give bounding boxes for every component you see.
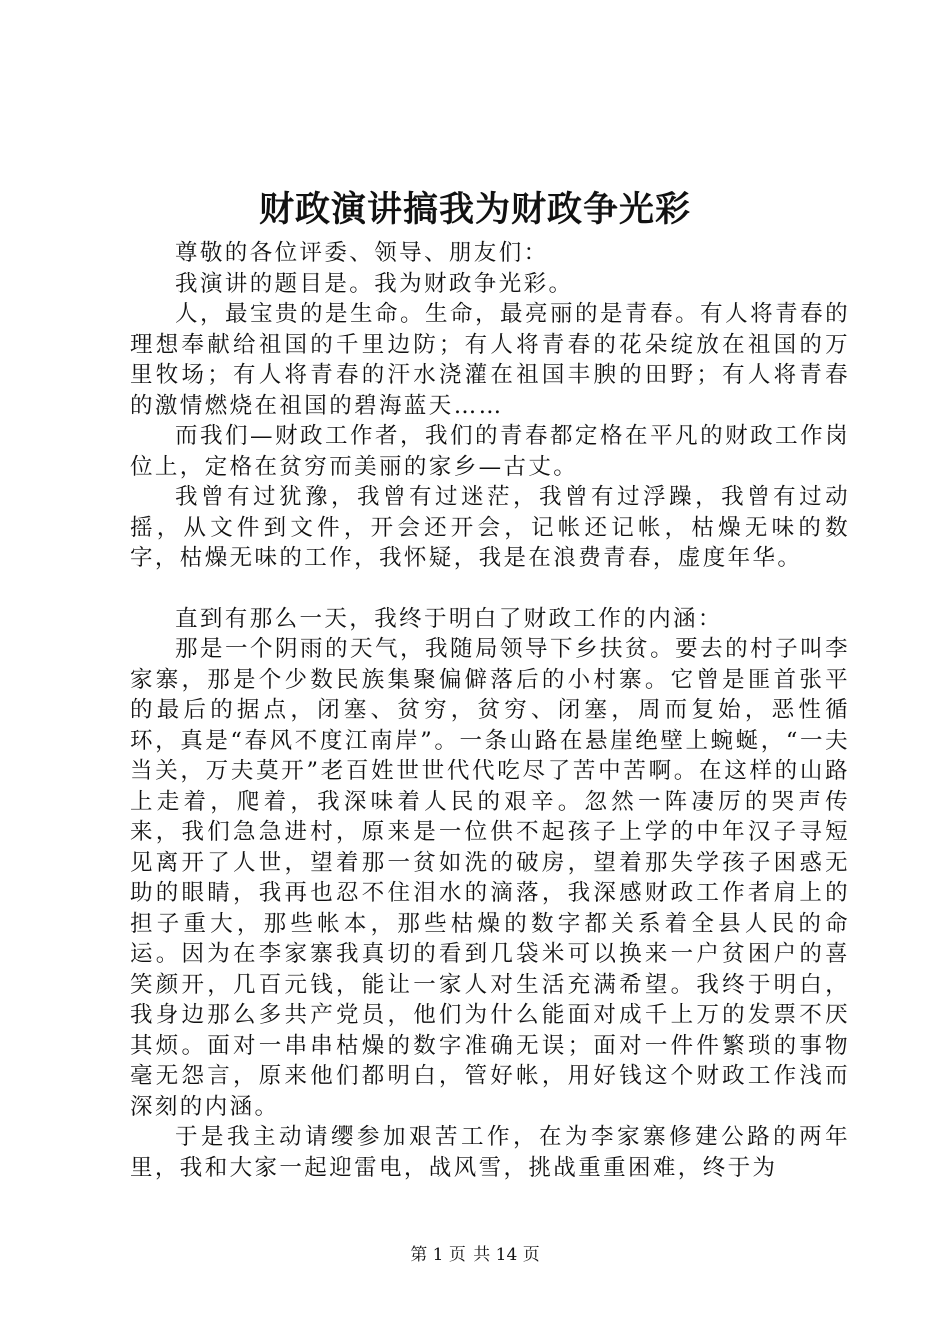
paragraph-youth: 人，最宝贵的是生命。生命，最亮丽的是青春。有人将青春的理想奉献给祖国的千里边防；有人将青春的花朵绽放在祖国的万里牧场；有人将青春的汗水浇灌在祖国丰腴的田野；有人将青春的激情燃烧在祖国的碧海蓝天…… [130, 301, 850, 419]
document-body [130, 238, 850, 1183]
page-number: 第 1 页 [410, 1245, 466, 1265]
paragraph-finance-workers: 而我们—财政工作者，我们的青春都定格在平凡的财政工作岗位上，定格在贫穷而美丽的家乡—古丈。 [130, 423, 850, 480]
paragraph-topic: 我演讲的题目是。我为财政争光彩。 [175, 270, 574, 297]
page-footer [0, 1244, 950, 1266]
page-total: 共 14 页 [473, 1245, 540, 1265]
document-title: 财政演讲搞我为财政争光彩 [258, 189, 691, 230]
paragraph-village-story: 那是一个阴雨的天气，我随局领导下乡扶贫。要去的村子叫李家寨，那是个少数民族集聚偏僻落后的小村寨。它曾是匪首张平的最后的据点，闭塞、贫穷，贫穷、闭塞，周而复始，恶性循环，真是“春风不度江南岸”。一条山路在悬崖绝壁上蜿蜒，“一夫当关，万夫莫开”老百姓世世代代吃尽了苦中苦啊。在这样的山路上走着，爬着，我深味着人民的艰辛。忽然一阵凄厉的哭声传来，我们急急进村，原来是一位供不起孩子上学的中年汉子寻短见离开了人世，望着那一贫如洗的破房，望着那失学孩子困惑无助的眼睛，我再也忍不住泪水的滴落，我深感财政工作者肩上的担子重大，那些帐本，那些枯燥的数字都关系着全县人民的命运。因为在李家寨我真切的看到几袋米可以换来一户贫困户的喜笑颜开，几百元钱，能让一家人对生活充满希望。我终于明白，我身边那么多共产党员，他们为什么能面对成千上万的发票不厌其烦。面对一串串枯燥的数字准确无误；面对一件件繁琐的事物毫无怨言，原来他们都明白，管好帐，用好钱这个财政工作浅而深刻的内涵。 [130, 636, 850, 1120]
paragraph-realization: 直到有那么一天，我终于明白了财政工作的内涵： [175, 605, 723, 632]
paragraph-salutation: 尊敬的各位评委、领导、朋友们： [175, 240, 549, 266]
paragraph-volunteer: 于是我主动请缨参加艰苦工作，在为李家寨修建公路的两年里，我和大家一起迎雷电，战风雪，挑战重重困难，终于为 [130, 1124, 850, 1181]
paragraph-hesitation: 我曾有过犹豫，我曾有过迷茫，我曾有过浮躁，我曾有过动摇，从文件到文件，开会还开会，记帐还记帐，枯燥无味的数字，枯燥无味的工作，我怀疑，我是在浪费青春，虚度年华。 [130, 484, 850, 571]
